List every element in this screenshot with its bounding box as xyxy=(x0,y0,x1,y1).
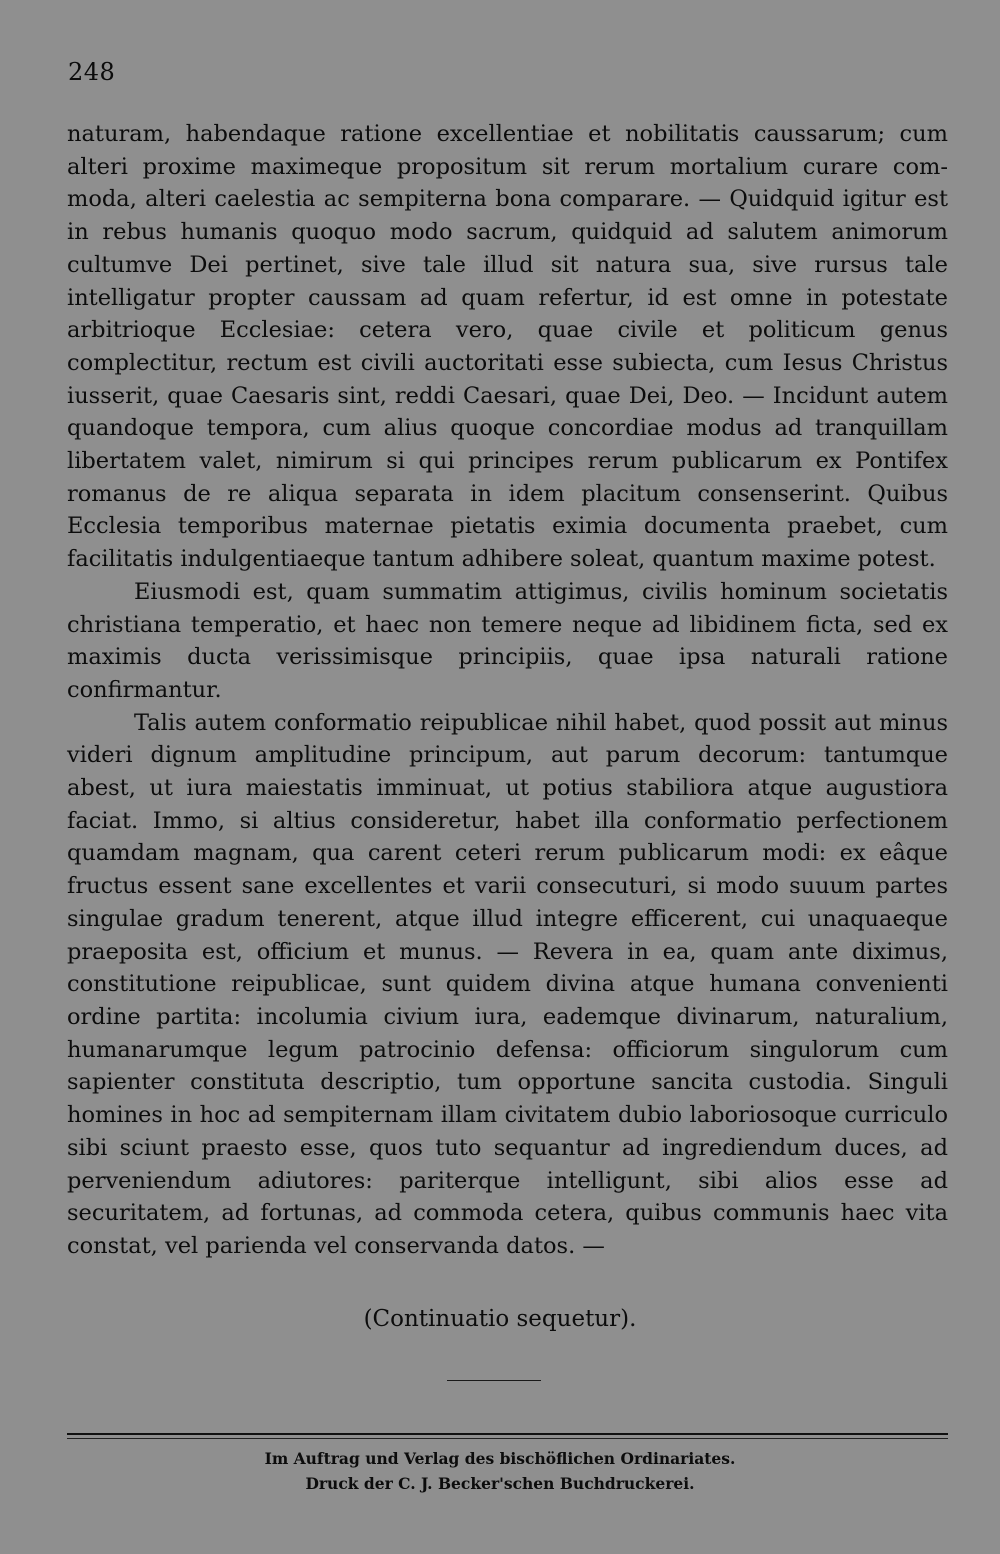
paragraph-1: naturam, habendaque ratione excellentiae et nobilitatis caussarum; cum alteri proxime maximeque propositum sit rerum mortalium curare commoda, alteri caelestia ac sempiterna bona comparare. — Quidquid igitur est in rebus humanis quoquo modo sacrum, quidquid ad salutem animorum cultumve Dei pertinet, sive tale illud sit natura sua, sive rursus tale intelligatur propter caussam ad quam refertur, id est omne in potestate arbitrioque Ecclesiae: cetera vero, quae civile et politicum genus complectitur, rectum est civili auctoritati esse subiecta, cum Iesus Christus iusserit, quae Caesaris sint, reddi Caesari, quae Dei, Deo. — Incidunt autem quandoque tempora, cum alius quoque concordiae modus ad tranquillam libertatem valet, nimirum si qui principes rerum publicarum ex Pontifex romanus de re aliqua separata in idem placitum consenserint. Quibus Ecclesia temporibus maternae pietatis eximia documenta praebet, cum facilitatis indulgentiaeque tantum adhibere soleat, quantum maxime potest. xyxy=(67,121,948,573)
footer-rule-thick xyxy=(67,1433,948,1435)
paragraph-3: Talis autem conformatio reipublicae nihil habet, quod possit aut minus videri dignum amplitudine principum, aut parum decorum: tantumque abest, ut iura maiestatis imminuat, ut potius stabiliora atque augustiora faciat. Immo, si altius consideretur, habet illa conformatio perfectionem quamdam magnam, qua carent ceteri rerum publicarum modi: ex eâque fructus essent sane excellentes et varii consecuturi, si modo suuum partes singulae gradum tenerent, atque illud integre efficerent, cui unaquaeque praeposita est, officium et munus. — Revera in ea, quam ante diximus, constitutione reipublicae, sunt quidem divina atque humana convenienti ordine partita: incolumia civium iura, eademque divinarum, naturalium, humanarumque legum patrocinio defensa: officiorum singulorum cum sapienter constituta descriptio, tum opportune sancita custodia. Singuli homines in hoc ad sempiternam illam civitatem dubio laboriosoque curriculo sibi sciunt praesto esse, quos tuto sequantur ad ingrediendum duces, ad perveniendum adiutores: pariterque intelligunt, sibi alios esse ad securitatem, ad fortunas, ad commoda cetera, quibus communis haec vita constat, vel parienda vel conservanda datos. — xyxy=(67,709,948,1259)
short-divider xyxy=(447,1380,541,1381)
body-text xyxy=(67,118,948,1263)
continuation-note: (Continuatio sequetur). xyxy=(363,1306,637,1332)
imprint xyxy=(0,1446,1000,1496)
page-number: 248 xyxy=(68,58,116,86)
paragraph-2: Eiusmodi est, quam summatim attigimus, civilis hominum societatis christiana temperatio, et haec non temere neque ad libidinem ficta, sed ex maximis ducta verissimisque principiis, quae ipsa naturali ratione confirmantur. xyxy=(67,578,948,703)
imprint-printer: Druck der C. J. Becker'schen Buchdruckerei. xyxy=(305,1474,695,1493)
imprint-publisher: Im Auftrag und Verlag des bischöflichen Ordinariates. xyxy=(264,1449,736,1468)
footer-rule-thin xyxy=(67,1438,948,1439)
